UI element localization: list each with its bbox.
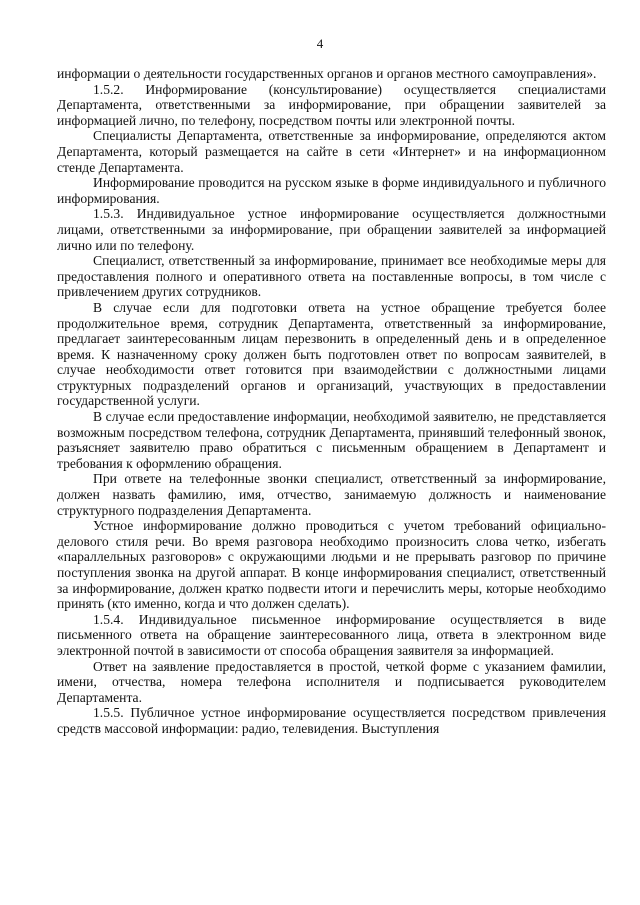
paragraph-1-5-3: 1.5.3. Индивидуальное устное информирование осуществляется должностными лицами, ответственными за информирование, при обращении заявителей за информацией лично или по телефону. xyxy=(57,206,606,253)
paragraph-phone-impossible: В случае если предоставление информации, необходимой заявителю, не представляется возможным посредством телефона, сотрудник Департамента, принявший телефонный звонок, разъясняет заявителю право обратиться с письменным обращением в Департамент и требования к оформлению обращения. xyxy=(57,409,606,471)
paragraph-language: Информирование проводится на русском языке в форме индивидуального и публичного информирования. xyxy=(57,175,606,206)
paragraph-continuation: информации о деятельности государственных органов и органов местного самоуправления». xyxy=(57,66,597,81)
paragraph-1-5-5: 1.5.5. Публичное устное информирование осуществляется посредством привлечения средств массовой информации: радио, телевидения. Выступления xyxy=(57,705,606,736)
paragraph-phone-answer: При ответе на телефонные звонки специалист, ответственный за информирование, должен назвать фамилию, имя, отчество, занимаемую должность и наименование структурного подразделения Департамента. xyxy=(57,471,606,518)
paragraph-more-time: В случае если для подготовки ответа на устное обращение требуется более продолжительное время, сотрудник Департамента, ответственный за информирование, предлагает заинтересованным лицам перезвонить в определенный день и в определенное время. К назначенному сроку должен быть подготовлен ответ по вопросам заявителей, в случае необходимости ответ готовится при взаимодействии с должностными лицами структурных подразделений органов и организаций, участвующих в предоставлении государственной услуги. xyxy=(57,299,606,409)
paragraph-1-5-4: 1.5.4. Индивидуальное письменное информирование осуществляется в виде письменного ответа на обращение заинтересованного лица, ответа в электронном виде электронной почтой в зависимости от способа обращения заявителя за информацией. xyxy=(57,611,606,658)
paragraph-1-5-2: 1.5.2. Информирование (консультирование) осуществляется специалистами Департамента, ответственными за информирование, при обращении заявителей за информацией лично, по телефону, посредством почты или электронной почты. xyxy=(57,81,606,128)
page-number: 4 xyxy=(316,36,324,51)
paragraph-specialist-measures: Специалист, ответственный за информирование, принимает все необходимые меры для предоставления полного и оперативного ответа на поставленные вопросы, в том числе с привлечением других сотрудников. xyxy=(57,253,606,300)
paragraph-answer-form: Ответ на заявление предоставляется в простой, четкой форме с указанием фамилии, имени, отчества, номера телефона исполнителя и подписывается руководителем Департамента. xyxy=(57,658,606,705)
document-body xyxy=(57,66,606,737)
paragraph-specialists: Специалисты Департамента, ответственные за информирование, определяются актом Департамента, который размещается на сайте в сети «Интернет» и на информационном стенде Департамента. xyxy=(57,128,606,175)
paragraph-oral-style: Устное информирование должно проводиться с учетом требований официально-делового стиля речи. Во время разговора необходимо произносить слова четко, избегать «параллельных разговоров» с окружающими людьми и не прерывать разговор по причине поступления звонка на другой аппарат. В конце информирования специалист, ответственный за информирование, должен кратко подвести итоги и перечислить меры, которые необходимо принять (кто именно, когда и что должен сделать). xyxy=(57,518,606,612)
